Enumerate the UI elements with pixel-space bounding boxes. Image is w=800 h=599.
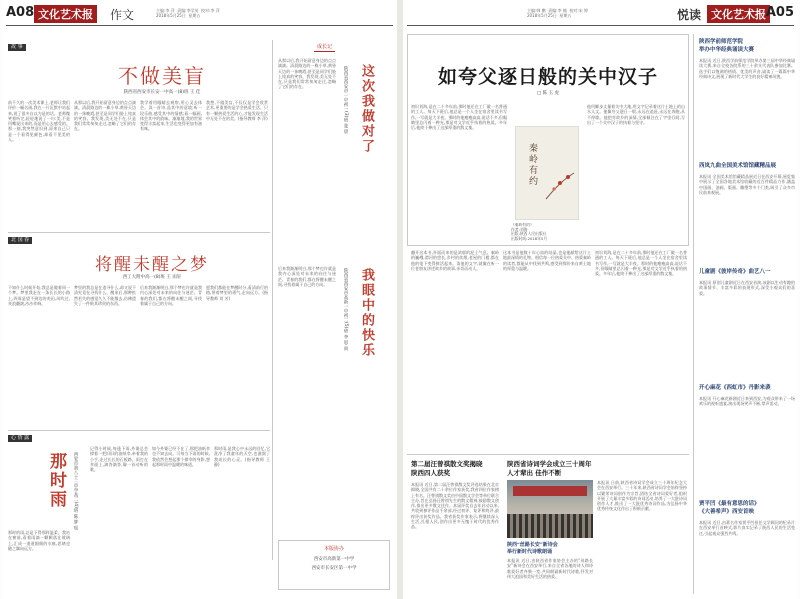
- vertical-byline-1: 陕西省西安市一中初一(3)班 张 晨: [343, 66, 348, 134]
- vertical-title-nashiyu: 那时雨: [46, 452, 66, 509]
- article-body-nashiyu-col3: 如今外婆已经不在了,那把油纸伞也不知去向。可每当下雨的时候,我依然会想起那个撑伞的身影,想起那时雨中温暖的味道。: [152, 446, 210, 467]
- article-body-jiangxing-col4: 愿我们都能在梦醒时分,看清前行的路,带着梦里的勇气,走向远方。(指导教师 刘 芳): [206, 285, 268, 301]
- sidebar-body-1: 本报讯 近日,陕西学前师范学院举办第三届中华经典诵读大赛,来自全校各院系的三十余支代表队参加比赛。选手们以饱满的热情、优美的声音,诵读了一篇篇中华经典诗文,展现了新时代大学生的良好精神风貌。: [699, 58, 795, 79]
- sponsor-title: 本版协办: [323, 546, 344, 552]
- article-body-nashiyu-col2: 记得小时候,每逢下雨,外婆总会撑着一把旧旧的油纸伞,牵着我的小手,走过长长的石板路。雨打在伞面上,滴答滴答,像一首动听的歌。: [90, 446, 148, 473]
- label-growth: 成长记: [314, 44, 335, 52]
- vertical-byline-2: 陕西省西安市高新一中初二(5)班 李 思 雨: [343, 268, 348, 351]
- right-header: [407, 4, 794, 26]
- main-article-col2: 他用脚步丈量着关中大地,用文字记录着这片土地上的山水人文。他像夸父逐日一般,永远在追赶,永远在奔跑,从不停歇。他把对故乡的深情,全部倾注在了字里行间,写出了一个关中汉子的执着与坚守。: [587, 104, 685, 125]
- sponsor-box: [278, 540, 390, 590]
- left-header: [6, 4, 393, 26]
- left-page: [2, 0, 397, 599]
- sidebar-title-4: 开心麻花《西虹市》丹影来袭: [699, 385, 771, 391]
- main-article-title: 如夸父逐日般的关中汉子: [437, 66, 658, 88]
- vertical-title-zhecizuodui: 这次我做对了: [359, 64, 374, 154]
- book-cover-title: 秦岭有约: [527, 143, 537, 187]
- right-masthead: 文化艺术报: [707, 5, 770, 23]
- label-story: 故 事: [8, 44, 26, 51]
- right-page: [403, 0, 798, 599]
- article-body-jiangxing-col1: 不知什么时候开始,我总是做着同一个梦。梦里我走在一条长长的小路上,四周是望不到边的麦田,风吹过,麦浪翻滚,沙沙作响。: [8, 285, 70, 306]
- article-body-nashiyu-col4: 那时雨,是我心中永远的回忆,它洗净了我童年的天空,也滋润了我成长的心灵。(指导教师 王 静): [214, 446, 270, 467]
- right-page-number: A05: [765, 5, 794, 20]
- label-north: 北 国 春: [8, 237, 32, 244]
- article-body-zhecizuodui: 从那以后,我开始留意身边的点点滴滴。清晨路边的一株小草,黄昏天边的一抹晚霞,甚至是同学们脸上纯真的笑容。我发现,美无处不在,只是我们常常匆匆走过,忽略了它们的存在。: [278, 58, 336, 90]
- main-article-col3: 翻开这本书,扑面而来的是浓郁的泥土气息。秦岭的巍峨,渭河的悠长,乡村的炊烟,老屋的门楼,都在他的笔下变得鲜活起来。读他的文字,就像在听一位老朋友讲述故乡的故事,亲切而动人。: [411, 250, 499, 271]
- news-title-sichou: 陕西“丝路长安”新诗会 举行新时代诗歌朗诵: [507, 542, 558, 555]
- vertical-byline-3: 西安市第八十三中学高二(4)班 陈 梦 瑶: [73, 452, 78, 531]
- sidebar-body-3: 本报讯 原创儿童剧近日在西安首演,该剧以生动有趣的故事情节、丰富多彩的表现形式,深受小观众们的喜爱。: [699, 280, 795, 296]
- audience-rows: [507, 514, 593, 538]
- article-byline-jiangxing: 西工大附中高一(8)班 王 雨轩: [122, 275, 182, 280]
- right-section-title: 悦读: [677, 8, 702, 22]
- row-divider-1: [8, 232, 270, 233]
- article-title-jiangxing: 将醒未醒之梦: [95, 255, 209, 275]
- sidebar-title-3: 儿童剧《彼岸传奇》曲艺八一: [699, 269, 771, 275]
- sidebar-body-5: 本报讯 近日,由著名作家贾平凹担任文学顾问的纪录片在西安举行首映式,影片真实记录了陕西人民的生活变迁,引起观众强烈共鸣。: [699, 520, 795, 536]
- branch-illustration: [516, 127, 579, 220]
- banner-strip: [513, 486, 587, 496]
- bottom-divider: [407, 454, 689, 455]
- main-article-byline: □ 陈 ⽟ 虎: [536, 91, 560, 96]
- left-section-title: 作文: [110, 8, 135, 22]
- right-header-meta: 主编:韩 鹏 责编:李 楠 校对:宋 婷 2018年5月25日 星期五: [527, 8, 588, 18]
- news-body-shici: 本报讯 日前,陕西省诗词学会成立三十周年纪念大会在西安举行。三十年来,陕西省诗词学会始终坚持以繁荣诗词创作为宗旨,团结全省诗词爱好者,组织开展了大量丰富多彩的诗词活动,培养了一大批诗词创作人才,推出了一大批优秀诗词作品,为弘扬中华优秀传统文化作出了积极贡献。: [597, 480, 687, 512]
- news-title-wangzengqi: 第二届汪曾祺散文奖揭晓 陕西四人获奖: [411, 460, 483, 477]
- news-body-wangzengqi: 本报讯 近日,第二届汪曾祺散文奖评选结果在北京揭晓,全国共有二十余位作家获奖,我省四位作家榜上有名。汪曾祺散文奖由中国散文学会等单位联合主办,旨在弘扬汪曾祺先生的散文精神,鼓励散文创作,推出更多散文佳作。本届评奖自去年启动以来,共收到参评作品千余部,经过初评、复评和终评,最终评出获奖作品。我省获奖作家表示,将继续深入生活,扎根人民,创作出更多无愧于时代的优秀作品。: [411, 482, 499, 530]
- main-article-col5: 初识刘海,是在二十多年前,那时他还在工厂做一名普通的工人。每天下班后,他总是一个人坐在宿舍里读书写作,一写就是大半夜。那时的他瘦瘦高高,说话不多,但眼睛里总闪着一种光,那是对文学近乎执着的热爱。多年后,他终于捧出了这部厚重的散文集。: [595, 250, 687, 277]
- article-byline-bumei: 陕西省西安市长安一中高一(8)班 王 佳: [123, 90, 201, 95]
- book-cover-image: [515, 126, 579, 220]
- main-article-col1: 初识刘海,是在二十多年前,那时他还在工厂做一名普通的工人。每天下班后,他总是一个人坐在宿舍里读书写作,一写就是大半夜。那时的他瘦瘦高高,说话不多,但眼睛里总闪着一种光,那是对文学近乎执着的热爱。多年后,他终于捧出了这部厚重的散文集。: [411, 104, 507, 131]
- sidebar-body-4: 本报讯 开心麻花新剧近日来到西安,为观众带来了一场欢乐的视听盛宴,演出现场笑声不断,掌声雷动。: [699, 396, 795, 407]
- article-body-jiangxing-col3: 后来我渐渐明白,那个梦也许就是我内心深处对未来的向往与迷茫。青春的我们,都在将醒未醒之间,寻找着属于自己的方向。: [140, 285, 202, 306]
- left-masthead: 文化艺术报: [34, 5, 97, 23]
- left-header-meta: 主编:李 萍 责编:李学英 校对:李 萍 2018年5月25日 星期五: [156, 8, 220, 18]
- vertical-title-kuaile: 我眼中的快乐: [359, 268, 374, 358]
- news-body-sichou: 本报讯 近日,由陕西省作家协会主办的“丝路长安”新诗会在西安举行,来自全省各地的诗人和诗歌爱好者齐聚一堂,共同朗诵新时代诗歌,抒发对伟大祖国和美好生活的热爱。: [507, 558, 593, 579]
- article-body-jiangxing-col2: 梦里的我总是在追寻什么,却又说不清究竟在寻找什么。醒来后,那种怅然若失的感觉久久不能散去,仿佛遗失了一件极其珍贵的东西。: [74, 285, 136, 306]
- article-body-bumei-col3: 我学着用眼睛去观察,用心灵去体会。读一首诗,品其中的意境;听一段乐曲,感受其中的情感;看一幅画,体会其中的韵味。渐渐地,我的世界变得丰富起来,生活也变得更加有滋有味。: [140, 100, 202, 132]
- left-page-number: A08: [6, 5, 35, 20]
- label-mood: 心 情 露: [8, 435, 32, 442]
- row-divider-2: [8, 430, 270, 431]
- sponsor-line-2: 西安市长安区第一中学: [311, 566, 357, 571]
- sidebar-title-2: 西岚九曲全国美术馆馆藏精品展: [699, 163, 777, 169]
- news-title-shici: 陕西省诗词学会成立三十周年 人才辈出 佳作不断: [507, 460, 592, 477]
- meeting-photo: [507, 480, 593, 538]
- book-caption: 《秦岭有约》 作者:刘海 出版:陕西人民出版社 出版时间:2018年5月: [511, 223, 548, 241]
- article-body-bumei-col4: 我想,不做美盲,不仅仅是学会欣赏艺术,更重要的是学会热爱生活。只有一颗热爱生活的心,才能发现生活中无处不在的美。(指导教师 李 萍): [206, 100, 268, 121]
- article-body-bumei-col1: 前不久的一次美术课上,老师让我们评价一幅名画,我在一片沉默中站起来,说了很多自以为是的话。老师微笑着听完,轻轻地说了一句:美,不是用嘴说出来的,而是用心去感受的。那一刻,我突然意识到,原来自己只是一个看得见颜色,却看不见美的人。: [8, 100, 70, 143]
- sidebar-divider: [693, 34, 694, 594]
- sidebar-title-1: 陕西学前师范学院 举办中华经典诵读大赛: [699, 39, 755, 53]
- article-title-bumei: 不做美盲: [118, 64, 206, 88]
- main-article-col4: 这本书是他数十年心血的结晶,也是他献给这片土地最深情的礼物。相信每一位热爱关中、热爱秦岭的读者,都能从中找到共鸣,感受到那份来自黄土地的厚重与温暖。: [503, 250, 591, 271]
- column-divider: [272, 40, 273, 560]
- sidebar-title-5: 贾平凹《最有意思的话》 《大善希声》西安首映: [699, 501, 760, 515]
- article-body-bumei-col2: 从那以后,我开始留意身边的点点滴滴。清晨路边的一株小草,黄昏天边的一抹晚霞,甚至是同学们脸上纯真的笑容。我发现,美无处不在,只是我们常常匆匆走过,忽略了它们的存在。: [74, 100, 136, 132]
- sponsor-line-1: 西安市高新第一中学: [313, 557, 355, 562]
- article-body-kuaile: 后来我渐渐明白,那个梦也许就是我内心深处对未来的向往与迷茫。青春的我们,都在将醒未醒之间,寻找着属于自己的方向。: [278, 266, 336, 287]
- sidebar-body-2: 本报讯 全国美术馆馆藏精品展近日在西安开幕,展览集中展示了全国各地美术馆收藏的近百件精品力作,涵盖中国画、油画、版画、雕塑等多个门类,吸引了众多市民前来观展。: [699, 174, 795, 195]
- article-body-nashiyu-col1: 那时的雨,总是下得那样温柔。我站在窗前,看着雨滴一颗颗落在玻璃上,汇成一道道细细的水痕,思绪也随之飘向远方。: [8, 530, 70, 551]
